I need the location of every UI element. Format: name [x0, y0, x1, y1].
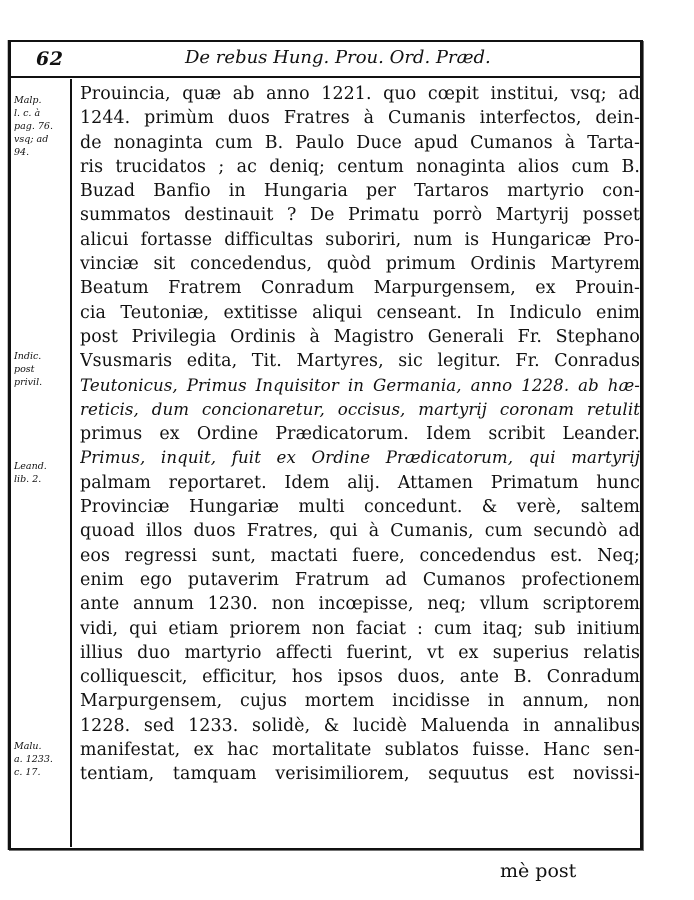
text-line: 1228. sed 1233. solidè, & lucidè Maluenda in annalibus [80, 715, 640, 736]
text-line: ante annum 1230. non incœpisse, neq; vllum scriptorem [80, 594, 640, 615]
margin-note-line: Malu. [14, 741, 42, 752]
text-line: manifestat, ex hac mortalitate sublatos fuisse. Hanc sen- [80, 740, 640, 761]
text-line: Beatum Fratrem Conradum Marpurgensem, ex Prouin- [80, 278, 640, 299]
margin-note-line: c. 17. [14, 767, 41, 778]
text-line: colliquescit, efficitur, hos ipsos duos, ante B. Conradum [80, 667, 640, 688]
text-line: summatos destinauit ? De Primatu porrò Martyrij posset [80, 205, 640, 226]
body-text [80, 82, 640, 787]
margin-note-line: Indic. [14, 351, 42, 362]
margin-note-line: privil. [14, 377, 43, 388]
text-line: Provinciæ Hungariæ multi concedunt. & verè, saltem [80, 497, 640, 518]
text-line: vidi, qui etiam priorem non faciat : cum itaq; sub initium [80, 618, 640, 639]
text-line: alicui fortasse difficultas suboriri, num is Hungaricæ Pro- [80, 229, 640, 250]
text-line: Prouincia, quæ ab anno 1221. quo cœpit institui, vsq; ad [80, 84, 640, 104]
text-line: reticis, dum concionaretur, occisus, martyrij coronam retulit [80, 399, 640, 419]
page-number: 62 [36, 48, 64, 70]
margin-note-line: l. c. à [14, 108, 41, 119]
margin-note [14, 740, 70, 779]
text-line: vinciæ sit concedendus, quòd primum Ordinis Martyrem [80, 254, 640, 275]
text-line: illius duo martyrio affecti fuerint, vt ex superius relatis [80, 642, 640, 663]
text-line: palmam reportaret. Idem alij. Attamen Primatum hunc [80, 472, 640, 493]
margin-note-line: Leand. [14, 461, 47, 472]
text-line: cia Teutoniæ, extitisse aliqui censeant. In Indiculo enim [80, 302, 640, 323]
margin-note-line: post [14, 364, 35, 375]
margin-note-line: lib. 2. [14, 474, 42, 485]
margin-note-line: vsq; ad [14, 134, 49, 145]
margin-note-line: a. 1233. [14, 754, 53, 765]
text-line: Buzad Banfio in Hungaria per Tartaros martyrio con- [80, 181, 640, 202]
text-line: primus ex Ordine Prædicatorum. Idem scribit Leander. [80, 424, 640, 445]
text-line: eos regressi sunt, mactati fuere, concedendus est. Neq; [80, 545, 640, 566]
text-line: ris trucidatos ; ac deniq; centum nonaginta alios cum B. [80, 156, 640, 177]
text-line: quoad illos duos Fratres, qui à Cumanis, cum secundò ad [80, 521, 640, 542]
running-head: De rebus Hung. Prou. Ord. Præd. [185, 47, 491, 68]
text-line: Teutonicus, Primus Inquisitor in Germania, anno 1228. ab hæ- [80, 375, 640, 395]
header-rule [11, 76, 640, 78]
text-line: tentiam, tamquam verisimiliorem, sequutus est novissi- [80, 764, 640, 785]
text-line: post Privilegia Ordinis à Magistro Generali Fr. Stephano [80, 326, 640, 347]
margin-note-line: pag. 76. [14, 121, 53, 132]
margin-note [14, 94, 70, 159]
text-line: Primus, inquit, fuit ex Ordine Prædicatorum, qui martyrij [80, 448, 640, 468]
text-line: Vsusmaris edita, Tit. Martyres, sic legitur. Fr. Conradus [80, 351, 640, 372]
margin-note [14, 350, 70, 389]
text-line: de nonaginta cum B. Paulo Duce apud Cumanos à Tarta- [80, 132, 640, 153]
margin-note-line: 94. [14, 147, 30, 158]
text-line: enim ego putaverim Fratrum ad Cumanos profectionem [80, 569, 640, 590]
margin-note-line: Malp. [14, 95, 42, 106]
catchword: mè post [500, 860, 577, 882]
text-line: 1244. primùm duos Fratres à Cumanis interfectos, dein- [80, 108, 640, 129]
text-line: Marpurgensem, cujus mortem incidisse in annum, non [80, 691, 640, 712]
margin-note [14, 460, 70, 486]
margin-rule [70, 79, 72, 847]
